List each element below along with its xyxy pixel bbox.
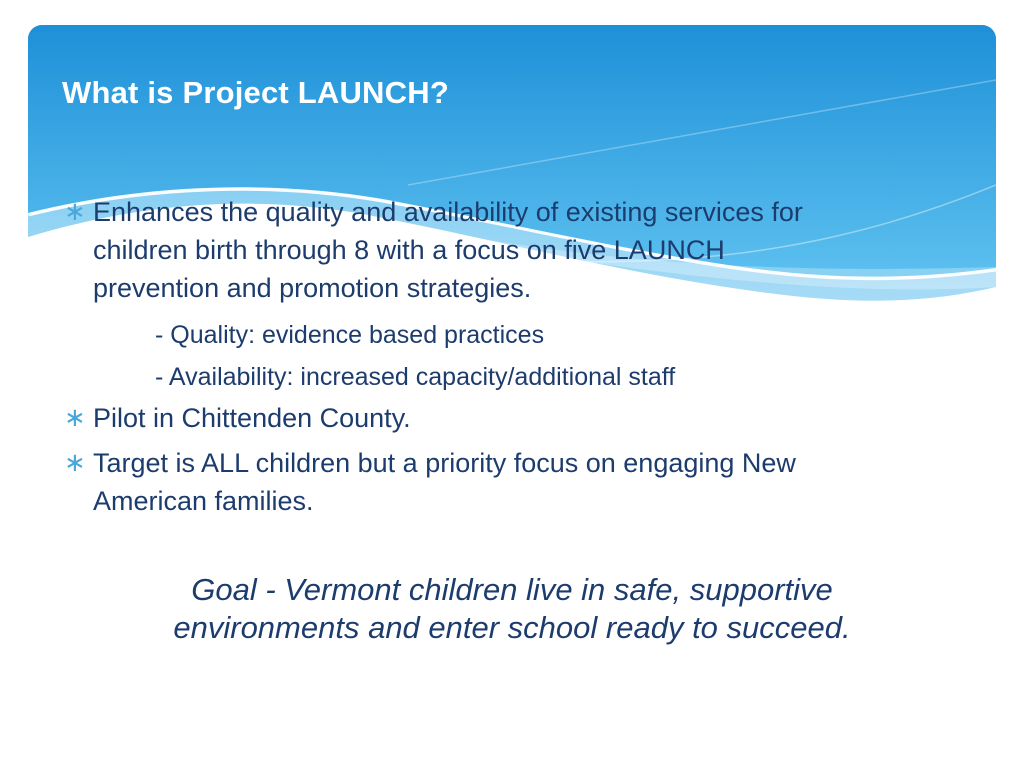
subbullet-availability: - Availability: increased capacity/additional staff (155, 363, 676, 391)
goal-line: Goal - Vermont children live in safe, supportive (191, 572, 833, 607)
bullet-line: children birth through 8 with a focus on five LAUNCH (93, 235, 725, 265)
bullet-line: Enhances the quality and availability of existing services for (93, 197, 803, 227)
asterisk-bullet-icon: ∗ (64, 403, 86, 433)
asterisk-bullet-icon: ∗ (64, 197, 86, 227)
presentation-slide (28, 25, 996, 743)
goal-statement (28, 571, 996, 647)
bullet-line: Target is ALL children but a priority focus on engaging New (93, 448, 796, 478)
goal-line: environments and enter school ready to succeed. (173, 610, 851, 645)
bullet-line: prevention and promotion strategies. (93, 273, 532, 303)
bullet-line: American families. (93, 486, 314, 516)
subbullet-quality: - Quality: evidence based practices (155, 321, 545, 349)
bullet-item-enhances (64, 193, 803, 307)
bullet-line: Pilot in Chittenden County. (93, 403, 411, 433)
bullet-text (93, 399, 411, 437)
bullet-text (93, 444, 796, 520)
asterisk-bullet-icon: ∗ (64, 448, 86, 478)
bullet-text (93, 193, 803, 307)
bullet-item-pilot (64, 399, 411, 437)
slide-title: What is Project LAUNCH? (62, 75, 449, 110)
bullet-item-target (64, 444, 796, 520)
